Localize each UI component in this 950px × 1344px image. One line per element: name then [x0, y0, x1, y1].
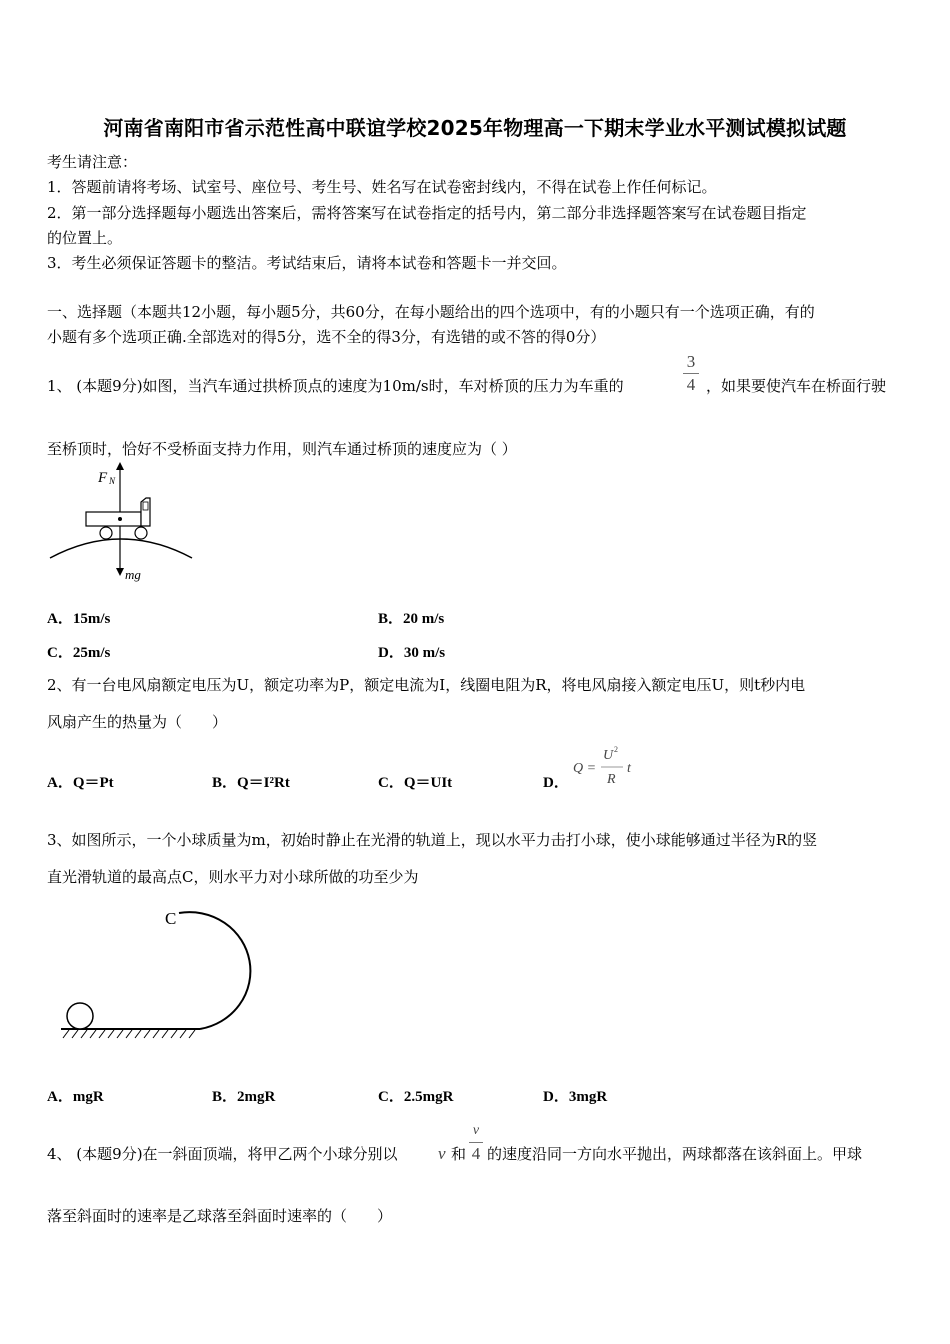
- q4-fraction: [469, 1121, 483, 1164]
- q1-option-d: D．30 m/s: [378, 645, 446, 661]
- q4-he: 和: [451, 1145, 467, 1163]
- notice-heading: 考生请注意：: [47, 153, 138, 171]
- q1-option-c: C．25m/s: [47, 645, 111, 661]
- formula-rhs: t: [627, 761, 631, 776]
- q2-option-d: D．: [543, 775, 569, 791]
- q1-text-c: 至桥顶时，恰好不受桥面支持力作用，则汽车通过桥顶的速度应为（ ）: [47, 440, 517, 458]
- q1-option-a: A．15m/s: [47, 611, 111, 627]
- truck-wheel-front: [135, 527, 147, 539]
- truck-wheel-rear: [100, 527, 112, 539]
- fn-label: F: [98, 470, 108, 486]
- q4-frac-num: v: [472, 1123, 480, 1138]
- q4-text-a: 4、 (本题9分)在一斜面顶端，将甲乙两个小球分别以: [47, 1145, 398, 1163]
- q2-option-c: C．Q＝UIt: [378, 775, 453, 791]
- q2-text: 2、有一台电风扇额定电压为U，额定功率为P，额定电流为I，线圈电阻为R，将电风扇接入额定电压U，则t秒内电: [47, 676, 806, 694]
- q3-text-cont: 直光滑轨道的最高点C，则水平力对小球所做的功至少为: [47, 868, 419, 886]
- fn-label-sub: N: [109, 476, 116, 486]
- mg-label: mg: [125, 567, 141, 582]
- point-c-label: C: [165, 909, 177, 928]
- q3-text: 3、如图所示，一个小球质量为m，初始时静止在光滑的轨道上，现以水平力击打小球，使小球能够通过半径为R的竖: [47, 831, 818, 849]
- q4-text-b: 的速度沿同一方向水平抛出，两球都落在该斜面上。甲球: [487, 1145, 863, 1163]
- q1-frac-num: 3: [686, 352, 696, 371]
- page-title: 河南省南阳市省示范性高中联谊学校2025年物理高一下期末学业水平测试模拟试题: [103, 116, 847, 140]
- q4-text-cont: 落至斜面时的速率是乙球落至斜面时速率的（ ）: [47, 1207, 393, 1225]
- q4-v: v: [438, 1144, 446, 1163]
- q2-formula-d: [570, 744, 640, 790]
- q2-text-cont: 风扇产生的热量为（ ）: [47, 713, 228, 731]
- formula-sup: 2: [614, 745, 618, 754]
- q1-figure: [46, 462, 196, 587]
- section-heading: 一、选择题（本题共12小题，每小题5分，共60分，在每小题给出的四个选项中，有的小题只有一个选项正确，有的: [47, 303, 815, 321]
- bridge-arch: [50, 539, 192, 558]
- q1-text-a: 1、 (本题9分)如图，当汽车通过拱桥顶点的速度为10m/s时，车对桥顶的压力为车重的: [47, 377, 624, 395]
- loop-track: [179, 912, 250, 1029]
- notice-item-2: 2．第一部分选择题每小题选出答案后，需将答案写在试卷指定的括号内，第二部分非选择题答案写在试卷题目指定: [47, 204, 807, 222]
- q1-fraction: [683, 352, 699, 395]
- notice-item-2-cont: 的位置上。: [47, 229, 123, 247]
- truck-bed: [86, 512, 141, 526]
- fn-arrow-icon: [116, 462, 124, 470]
- q3-option-b: B．2mgR: [212, 1089, 276, 1105]
- q3-figure: [55, 902, 255, 1042]
- q3-option-d: D．3mgR: [543, 1089, 608, 1105]
- notice-item-1: 1．答题前请将考场、试室号、座位号、考生号、姓名写在试卷密封线内，不得在试卷上作任何标记。: [47, 178, 717, 196]
- mg-arrow-icon: [116, 568, 124, 576]
- ball: [67, 1003, 93, 1029]
- q1-option-b: B．20 m/s: [378, 611, 445, 627]
- formula-den: R: [607, 772, 616, 787]
- formula-lhs: Q =: [573, 761, 597, 776]
- section-heading-cont: 小题有多个选项正确.全部选对的得5分，选不全的得3分，有选错的或不答的得0分）: [47, 328, 606, 346]
- ground-hatching: [63, 1030, 195, 1038]
- formula-num: U: [603, 748, 614, 763]
- q1-text: [47, 376, 624, 396]
- center-of-mass: [118, 517, 122, 521]
- q1-frac-den: 4: [686, 375, 696, 394]
- q2-option-b: B．Q＝I²Rt: [212, 775, 290, 791]
- q1-text-b: ，如果要使汽车在桥面行驶: [706, 377, 887, 395]
- q2-option-a: A．Q＝Pt: [47, 775, 114, 791]
- q4-frac-den: 4: [471, 1144, 481, 1163]
- q3-option-a: A．mgR: [47, 1089, 104, 1105]
- notice-item-3: 3．考生必须保证答题卡的整洁。考试结束后，请将本试卷和答题卡一并交回。: [47, 254, 567, 272]
- q3-option-c: C．2.5mgR: [378, 1089, 454, 1105]
